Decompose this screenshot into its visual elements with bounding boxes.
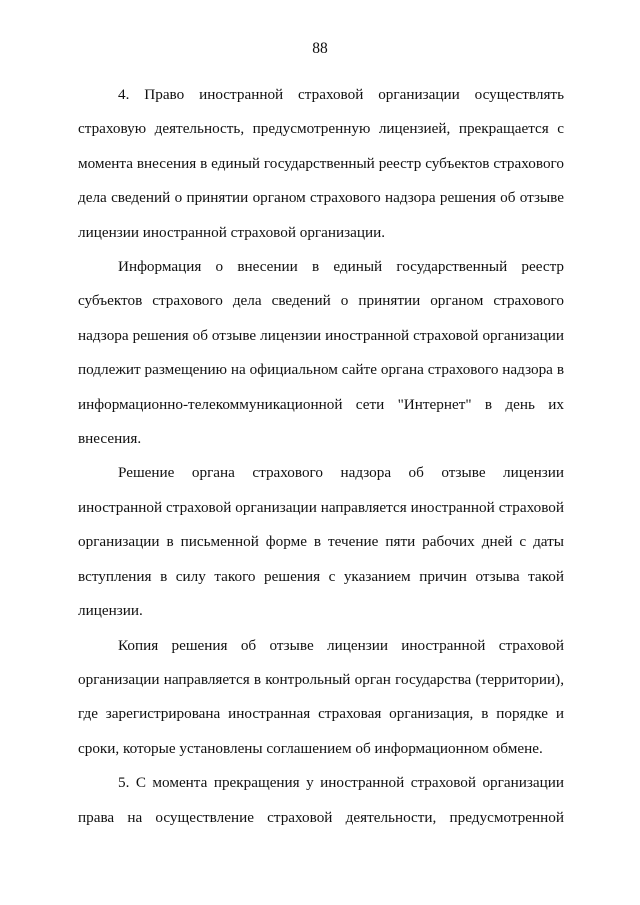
document-body — [78, 78, 564, 835]
paragraph-license-termination: 4. Право иностранной страховой организации осуществлять страховую деятельность, предусмотренную лицензией, прекращается с момента внесения в единый государственный реестр субъектов страхового дела сведений о принятии органом страхового надзора решения об отзыве лицензии иностранной страховой организации. — [78, 86, 564, 241]
paragraph-decision-notice: Решение органа страхового надзора об отзыве лицензии иностранной страховой организации направляется иностранной страховой организации в письменной форме в течение пяти рабочих дней с даты вступления в силу такого решения с указанием причин отзыва такой лицензии. — [78, 464, 564, 620]
paragraph-registry-publication: Информация о внесении в единый государственный реестр субъектов страхового дела сведений о принятии органом страхового надзора решения об отзыве лицензии иностранной страховой организации подлежит размещению на официальном сайте органа страхового надзора в информационно-телекоммуникационной сети "Интернет" в день их внесения. — [78, 258, 564, 448]
page-number: 88 — [312, 40, 328, 57]
paragraph-after-termination: 5. С момента прекращения у иностранной страховой организации права на осуществление страховой деятельности, предусмотренной — [78, 774, 564, 826]
paragraph-decision-copy: Копия решения об отзыве лицензии иностранной страховой организации направляется в контрольный орган государства (территории), где зарегистрирована иностранная страховая организация, в порядке и сроки, которые установлены соглашением об информационном обмене. — [78, 636, 564, 757]
